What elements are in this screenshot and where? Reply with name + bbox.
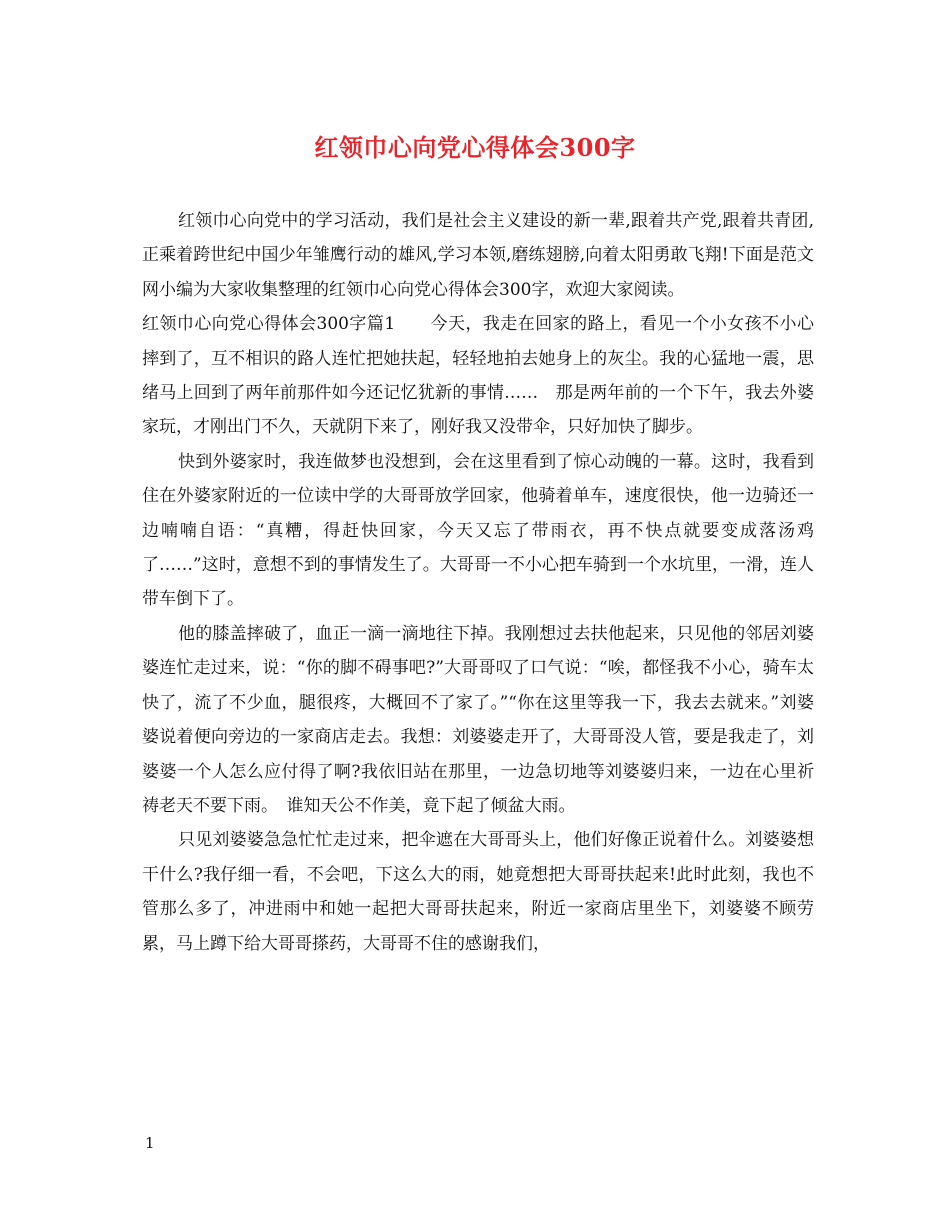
paragraph-injury: 他的膝盖摔破了，血正一滴一滴地往下掉。我刚想过去扶他起来，只见他的邻居刘婆婆连忙走过来，说：“你的脚不碍事吧?”大哥哥叹了口气说：“唉，都怪我不小心，骑车太快了，流了不少血，腿很疼，大概回不了家了。”“你在这里等我一下，我去去就来。”刘婆婆说着便向旁边的一家商店走去。我想：刘婆婆走开了，大哥哥没人管，要是我走了，刘婆婆一个人怎么应付得了啊?我依旧站在那里，一边急切地等刘婆婆归来，一边在心里祈祷老天不要下雨。 谁知天公不作美，竟下起了倾盆大雨。 xyxy=(142,623,814,816)
paragraph-article-1-start: 红领巾心向党心得体会300字篇1 今天，我走在回家的路上，看见一个小女孩不小心摔到了，互不相识的路人连忙把她扶起，轻轻地拍去她身上的灰尘。我的心猛地一震，思绪马上回到了两年前那件如今还记忆犹新的事情…… 那是两年前的一个下午，我去外婆家玩，才刚出门不久，天就阴下来了，刚好我又没带伞，只好加快了脚步。 xyxy=(142,314,814,438)
paragraph-arrival: 快到外婆家时，我连做梦也没想到，会在这里看到了惊心动魄的一幕。这时，我看到住在外婆家附近的一位读中学的大哥哥放学回家，他骑着单车，速度很快，他一边骑还一边喃喃自语：“真糟，得赶快回家，今天又忘了带雨衣，再不快点就要变成落汤鸡了……”这时，意想不到的事情发生了。大哥哥一不小心把车骑到一个水坑里，一滑，连人带车倒下了。 xyxy=(142,451,814,610)
document-title: 红领巾心向党心得体会300字 xyxy=(314,133,636,162)
paragraph-help: 只见刘婆婆急急忙忙走过来，把伞遮在大哥哥头上，他们好像正说着什么。刘婆婆想干什么?我仔细一看，不会吧，下这么大的雨，她竟想把大哥哥扶起来!此时此刻，我也不管那么多了，冲进雨中和她一起把大哥哥扶起来，附近一家商店里坐下，刘婆婆不顾劳累，马上蹲下给大哥哥搽药，大哥哥不住的感谢我们， xyxy=(142,830,814,954)
document-body xyxy=(142,204,814,961)
paragraph-intro: 红领巾心向党中的学习活动，我们是社会主义建设的新一辈,跟着共产党,跟着共青团,正乘着跨世纪中国少年雏鹰行动的雄风,学习本领,磨练翅膀,向着太阳勇敢飞翔!下面是范文网小编为大家收集整理的红领巾心向党心得体会300字，欢迎大家阅读。 xyxy=(142,211,814,300)
page-number: 1 xyxy=(145,1134,155,1152)
